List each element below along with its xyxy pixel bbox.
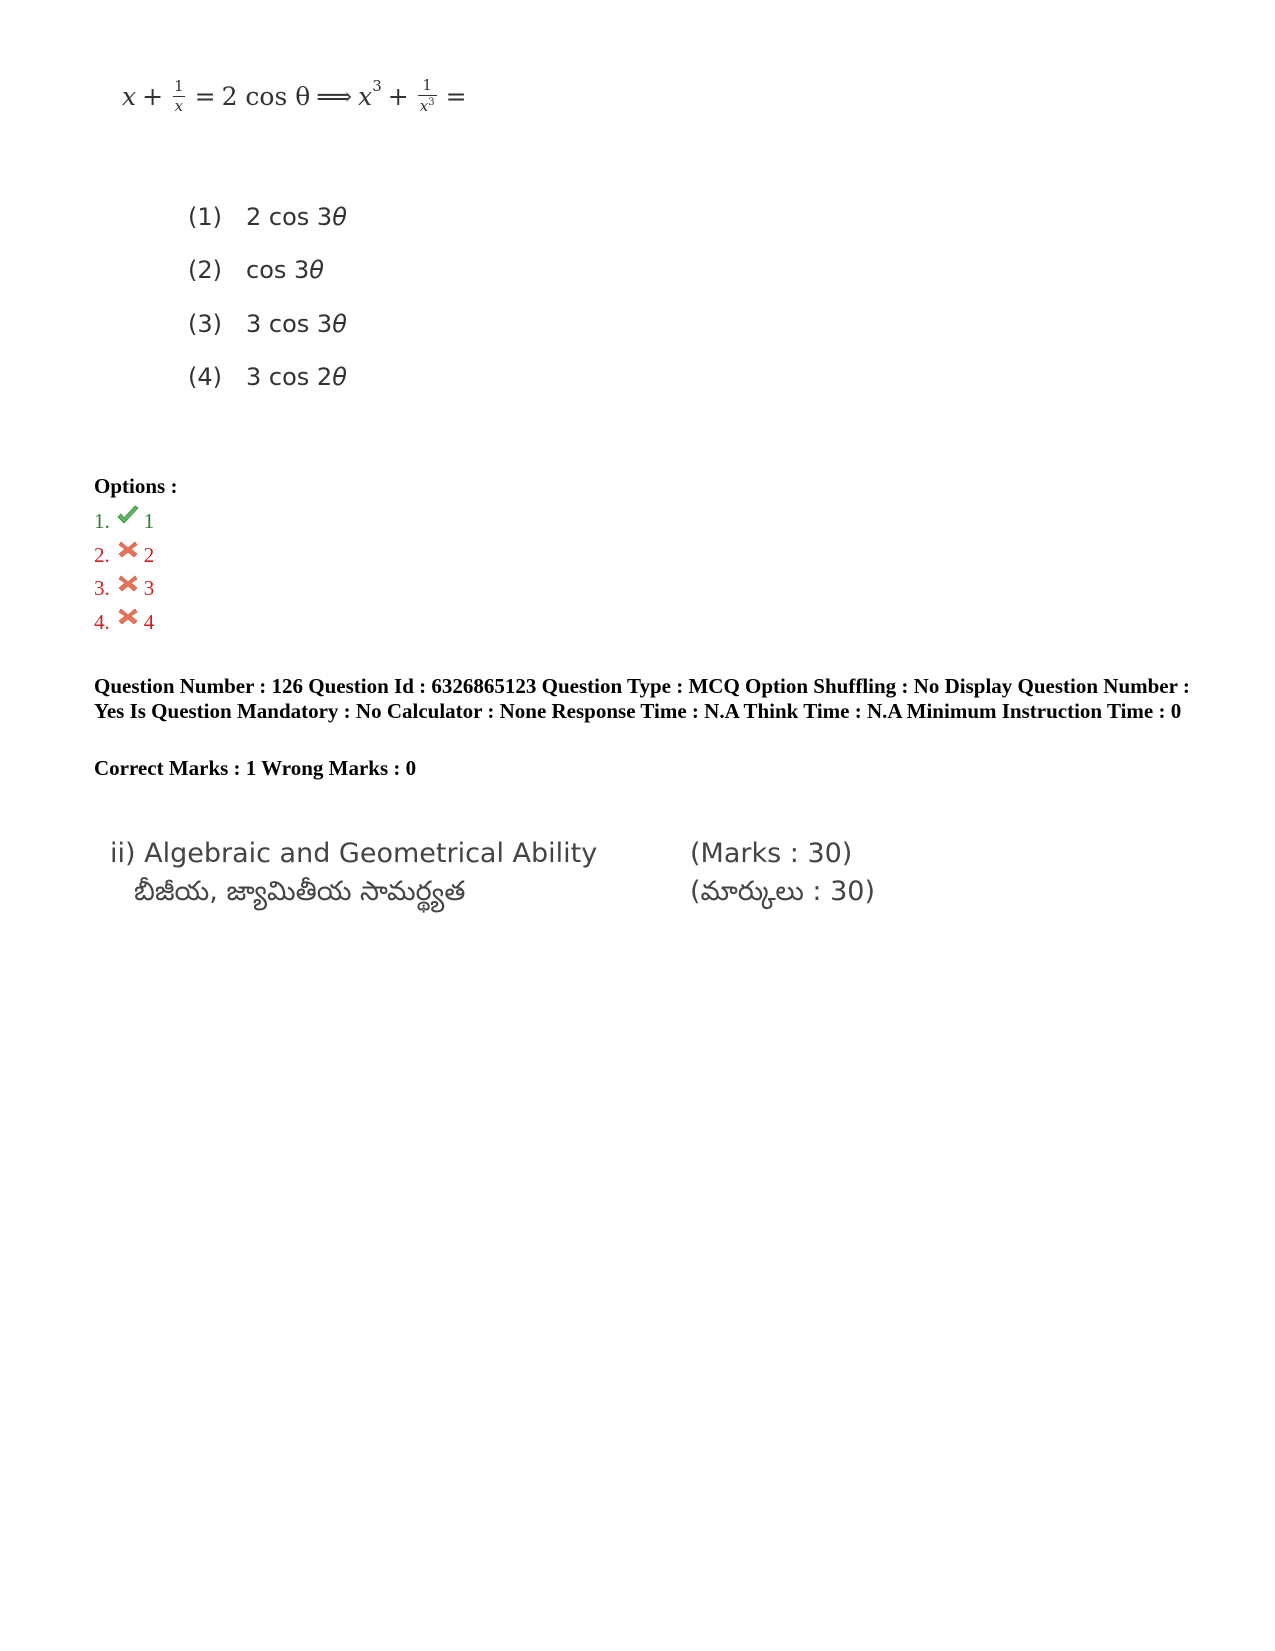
option-index: 1. xyxy=(94,509,110,534)
choice-number: (2) xyxy=(188,256,222,285)
eq-var-x-cubed: x xyxy=(358,81,373,111)
option-value: 4 xyxy=(143,609,155,634)
choice-item xyxy=(188,351,347,405)
cross-icon xyxy=(116,605,140,627)
eq-rhs: 2 cos θ xyxy=(221,81,311,111)
frac-numerator: 1 xyxy=(174,76,184,95)
option-index: 4. xyxy=(94,609,110,634)
choice-theta: θ xyxy=(332,363,347,392)
choice-item xyxy=(188,297,347,351)
choice-expression xyxy=(246,363,347,391)
section-marks-telugu: (మార్కులు : 30) xyxy=(690,876,875,907)
choice-number: (4) xyxy=(188,363,222,392)
section-title: ii) Algebraic and Geometrical Ability xyxy=(110,838,598,869)
question-choices xyxy=(188,190,347,404)
frac-den-var: x xyxy=(419,97,429,115)
choice-number: (1) xyxy=(188,202,222,231)
option-value: 1 xyxy=(143,509,155,534)
choice-theta: θ xyxy=(332,309,347,338)
eq-fraction-1-over-x-cubed xyxy=(418,78,437,114)
eq-power: 3 xyxy=(372,77,382,95)
eq-equals: = xyxy=(194,81,216,111)
frac-den-power: 3 xyxy=(428,97,435,108)
option-value: 3 xyxy=(143,576,155,601)
choice-theta: θ xyxy=(332,202,347,231)
choice-coef: 3 cos 2 xyxy=(246,363,333,392)
option-item xyxy=(94,505,154,539)
option-index: 2. xyxy=(94,542,110,567)
choice-coef: 3 cos 3 xyxy=(246,309,333,338)
choice-number: (3) xyxy=(188,309,222,338)
eq-plus-2: + xyxy=(387,81,409,111)
choice-coef: cos 3 xyxy=(246,256,310,285)
question-metadata: Question Number : 126 Question Id : 6326865123 Question Type : MCQ Option Shuffling : No Display Question Number : Yes Is Question Mandatory : No Calculator : None Response Time : N.A Think Time : N.A Minimum Instruction Time : 0 xyxy=(94,674,1190,723)
eq-plus: + xyxy=(142,81,164,111)
cross-icon xyxy=(116,538,140,560)
marks-info: Correct Marks : 1 Wrong Marks : 0 xyxy=(94,756,417,780)
choice-expression xyxy=(246,310,347,338)
choice-theta: θ xyxy=(309,256,324,285)
eq-implies: ⟹ xyxy=(316,81,353,111)
options-label: Options : xyxy=(94,474,178,498)
frac-denominator xyxy=(418,95,437,114)
frac-denominator xyxy=(173,96,185,114)
options-list xyxy=(94,505,154,639)
option-item xyxy=(94,606,154,640)
option-index: 3. xyxy=(94,576,110,601)
eq-equals-2: = xyxy=(445,81,467,111)
frac-numerator: 1 xyxy=(422,76,432,94)
frac-den-var: x xyxy=(174,96,184,115)
section-marks: (Marks : 30) xyxy=(690,838,853,869)
choice-expression xyxy=(246,256,324,284)
eq-var-x: x xyxy=(122,81,137,111)
option-value: 2 xyxy=(143,542,155,567)
choice-item xyxy=(188,190,347,244)
section-title-telugu: బీజీయ, జ్యామితీయ సామర్థ్యత xyxy=(134,876,466,907)
question-image xyxy=(0,0,1275,420)
eq-fraction-1-over-x xyxy=(172,76,186,115)
option-item xyxy=(94,539,154,573)
cross-icon xyxy=(116,572,140,594)
choice-item xyxy=(188,244,347,298)
check-icon xyxy=(116,505,140,527)
choice-expression xyxy=(246,203,347,231)
option-item xyxy=(94,572,154,606)
choice-coef: 2 cos 3 xyxy=(246,202,333,231)
question-equation xyxy=(122,66,473,126)
